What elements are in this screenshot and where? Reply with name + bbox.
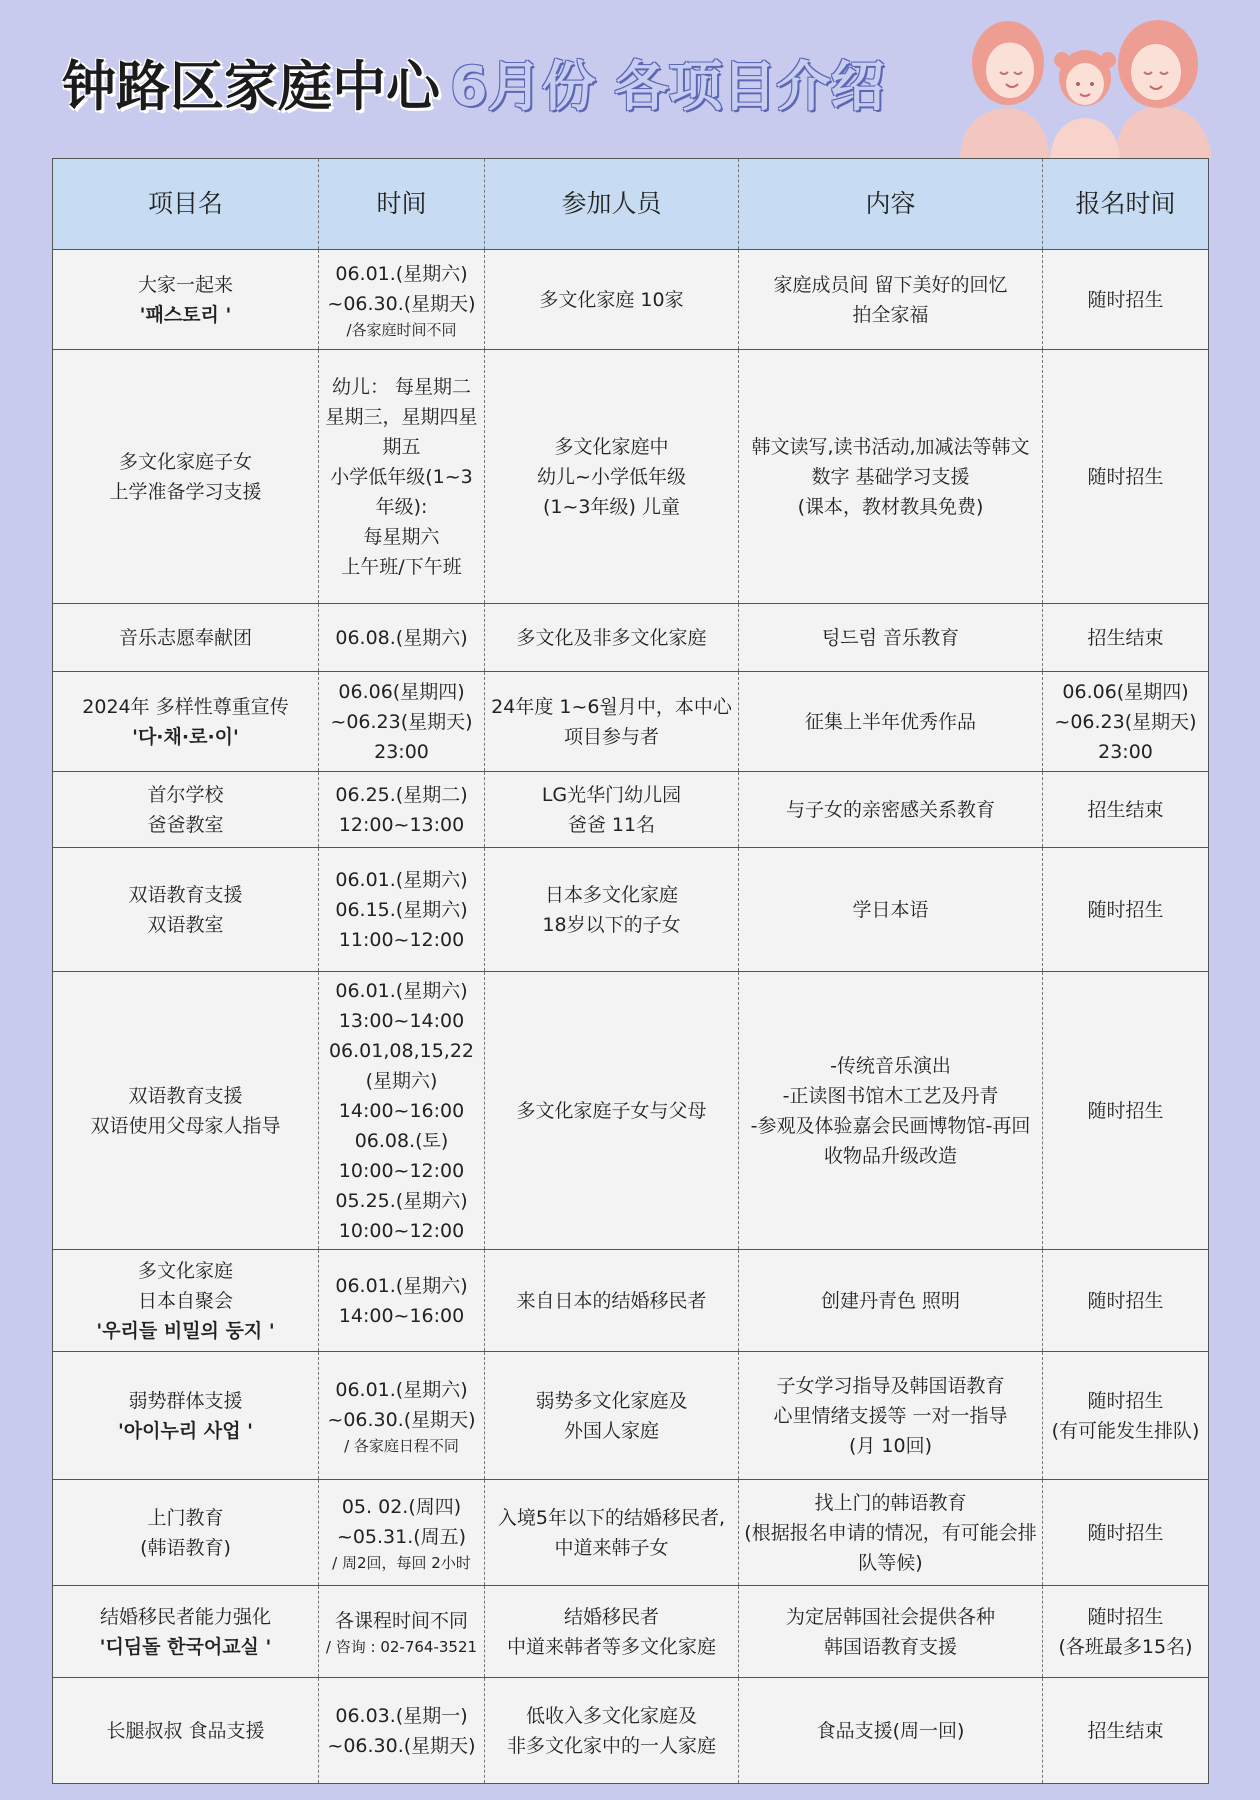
program-name-cell: 结婚移民者能力强化 '디딤돌 한국어교실 ' [53, 1586, 319, 1678]
participants-cell: 多文化及非多文化家庭 [485, 604, 739, 672]
program-name-cell: 音乐志愿奉献团 [53, 604, 319, 672]
time-cell: 06.01.(星期六) 13:00~14:00 06.01,08,15,22 (星期六) 14:00~16:00 06.08.(토) 10:00~12:00 05.25.(星期六) 10:00~12:00 [319, 972, 485, 1250]
participants-cell: 多文化家庭中 幼儿~小学低年级 (1~3年级) 儿童 [485, 350, 739, 604]
registration-cell: 随时招生 [1043, 848, 1209, 972]
table-header-row [53, 159, 1209, 250]
family-illustration-icon [950, 8, 1220, 158]
table-row [53, 604, 1209, 672]
registration-cell: 随时招生 (各班最多15名) [1043, 1586, 1209, 1678]
time-cell: 幼儿： 每星期二 星期三，星期四星期五 小学低年级(1~3年级): 每星期六 上午班/下午班 [319, 350, 485, 604]
participants-cell: 结婚移民者 中道来韩者等多文化家庭 [485, 1586, 739, 1678]
program-name-cell: 大家一起来 '패스토리 ' [53, 250, 319, 350]
registration-cell: 招生结束 [1043, 604, 1209, 672]
content-cell: -传统音乐演出 -正读图书馆木工艺及丹青 -参观及体验嘉会民画博物馆-再回收物品升级改造 [739, 972, 1043, 1250]
content-cell: 韩文读写,读书活动,加减法等韩文数字 基础学习支援 (课本，教材教具免费) [739, 350, 1043, 604]
program-table [52, 158, 1209, 1784]
time-cell: 06.25.(星期二) 12:00~13:00 [319, 772, 485, 848]
registration-cell: 随时招生 [1043, 250, 1209, 350]
center-name: 钟路区家庭中心 [62, 54, 440, 118]
content-cell: 子女学习指导及韩国语教育 心里情绪支援等 一对一指导 (月 10回) [739, 1352, 1043, 1480]
participants-cell: 多文化家庭子女与父母 [485, 972, 739, 1250]
month-subtitle: 6月份 各项目介绍 [450, 54, 885, 118]
table-row [53, 1250, 1209, 1352]
registration-cell: 06.06(星期四) ~06.23(星期天) 23:00 [1043, 672, 1209, 772]
time-cell: 05. 02.(周四) ~05.31.(周五) / 周2回，每回 2小时 [319, 1480, 485, 1586]
content-cell: 为定居韩国社会提供各种 韩国语教育支援 [739, 1586, 1043, 1678]
participants-cell: 弱势多文化家庭及 外国人家庭 [485, 1352, 739, 1480]
page-title [62, 42, 884, 122]
participants-cell: LG光华门幼儿园 爸爸 11名 [485, 772, 739, 848]
table-row [53, 772, 1209, 848]
content-cell: 学日本语 [739, 848, 1043, 972]
header-program-name: 项目名 [53, 159, 319, 250]
table-row [53, 848, 1209, 972]
registration-cell: 随时招生 [1043, 1480, 1209, 1586]
registration-cell: 随时招生 [1043, 972, 1209, 1250]
registration-cell: 随时招生 [1043, 1250, 1209, 1352]
time-cell: 06.03.(星期一) ~06.30.(星期天) [319, 1678, 485, 1784]
time-cell: 06.01.(星期六) ~06.30.(星期天) / 各家庭日程不同 [319, 1352, 485, 1480]
program-name-cell: 双语教育支援 双语使用父母家人指导 [53, 972, 319, 1250]
participants-cell: 日本多文化家庭 18岁以下的子女 [485, 848, 739, 972]
program-name-cell: 双语教育支援 双语教室 [53, 848, 319, 972]
content-cell: 食品支援(周一回) [739, 1678, 1043, 1784]
content-cell: 家庭成员间 留下美好的回忆 拍全家福 [739, 250, 1043, 350]
header-time: 时间 [319, 159, 485, 250]
program-name-cell: 首尔学校 爸爸教室 [53, 772, 319, 848]
registration-cell: 随时招生 [1043, 350, 1209, 604]
table-row [53, 972, 1209, 1250]
program-name-cell: 多文化家庭 日本自聚会 '우리들 비밀의 둥지 ' [53, 1250, 319, 1352]
time-cell: 06.01.(星期六) 06.15.(星期六) 11:00~12:00 [319, 848, 485, 972]
participants-cell: 24年度 1~6월月中，本中心项目参与者 [485, 672, 739, 772]
table-row [53, 1352, 1209, 1480]
participants-cell: 低收入多文化家庭及 非多文化家中的一人家庭 [485, 1678, 739, 1784]
program-name-cell: 长腿叔叔 食品支援 [53, 1678, 319, 1784]
registration-cell: 招生结束 [1043, 1678, 1209, 1784]
program-name-cell: 弱势群体支援 '아이누리 사업 ' [53, 1352, 319, 1480]
content-cell: 征集上半年优秀作品 [739, 672, 1043, 772]
table-row [53, 1586, 1209, 1678]
header-content: 内容 [739, 159, 1043, 250]
time-cell: 06.06(星期四) ~06.23(星期天) 23:00 [319, 672, 485, 772]
content-cell: 텅드럼 音乐教育 [739, 604, 1043, 672]
time-cell: 各课程时间不同 / 咨询 : 02-764-3521 [319, 1586, 485, 1678]
table-row [53, 672, 1209, 772]
time-cell: 06.01.(星期六) ~06.30.(星期天) /各家庭时间不同 [319, 250, 485, 350]
table-row [53, 1678, 1209, 1784]
content-cell: 找上门的韩语教育 (根据报名申请的情况，有可能会排队等候) [739, 1480, 1043, 1586]
program-name-cell: 多文化家庭子女 上学准备学习支援 [53, 350, 319, 604]
program-name-cell: 2024年 多样性尊重宣传 '다·채·로·이' [53, 672, 319, 772]
time-cell: 06.01.(星期六) 14:00~16:00 [319, 1250, 485, 1352]
content-cell: 创建丹青色 照明 [739, 1250, 1043, 1352]
registration-cell: 随时招生 (有可能发生排队) [1043, 1352, 1209, 1480]
participants-cell: 入境5年以下的结婚移民者, 中道来韩子女 [485, 1480, 739, 1586]
header-registration: 报名时间 [1043, 159, 1209, 250]
table-row [53, 1480, 1209, 1586]
participants-cell: 来自日本的结婚移民者 [485, 1250, 739, 1352]
time-cell: 06.08.(星期六) [319, 604, 485, 672]
table-row [53, 350, 1209, 604]
registration-cell: 招生结束 [1043, 772, 1209, 848]
header-participants: 参加人员 [485, 159, 739, 250]
participants-cell: 多文化家庭 10家 [485, 250, 739, 350]
table-row [53, 250, 1209, 350]
content-cell: 与子女的亲密感关系教育 [739, 772, 1043, 848]
program-name-cell: 上门教育 (韩语教育) [53, 1480, 319, 1586]
